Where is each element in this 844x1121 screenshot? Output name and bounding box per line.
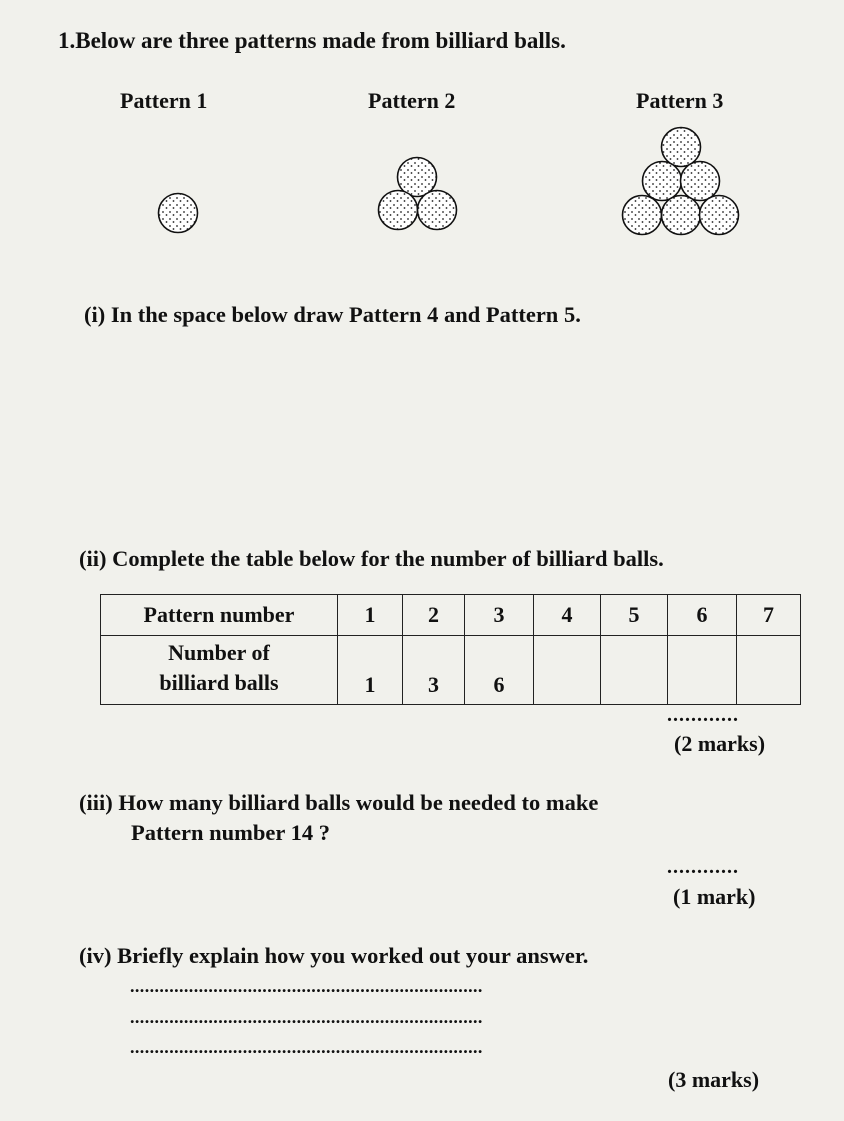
pattern-2-balls [379,158,457,230]
pattern-number-cell: 1 [338,595,403,636]
question-title: 1.Below are three patterns made from billiard balls. [58,28,566,53]
billiard-ball [418,191,457,230]
part-iii-text-line-2: Pattern number 14 ? [131,820,330,845]
part-iii-answer-line[interactable]: ............ [667,856,739,878]
part-iv-text: (iv) Briefly explain how you worked out your answer. [79,943,589,968]
row-header-line-2: billiard balls [159,670,279,695]
ball-count-input-cell[interactable] [534,636,601,705]
pattern-number-cell: 2 [403,595,465,636]
billiard-ball [700,196,739,235]
part-iv-answer-line-3[interactable]: ........................................................................ [130,1037,483,1057]
row-header-ball-count [101,636,338,705]
part-ii-marks: (2 marks) [674,731,766,756]
row-header-pattern-number: Pattern number [101,595,338,636]
pattern-1-balls [159,194,198,233]
pattern-number-cell: 3 [465,595,534,636]
billiard-ball [379,191,418,230]
drawing-space[interactable] [84,340,784,530]
ball-count-input-cell[interactable] [737,636,801,705]
pattern-3-label: Pattern 3 [636,88,724,113]
ball-count-input-cell[interactable] [601,636,668,705]
table-row-ball-count [101,636,801,705]
billiard-ball [681,162,720,201]
pattern-number-cell: 7 [737,595,801,636]
part-iv-marks: (3 marks) [668,1067,760,1092]
pattern-number-cell: 4 [534,595,601,636]
pattern-3-balls [623,128,739,235]
ball-count-cell: 6 [465,636,534,705]
part-ii-answer-line[interactable]: ............ [667,704,739,726]
part-iv-answer-line-2[interactable]: ........................................................................ [130,1007,483,1027]
row-header-line-1: Number of [168,640,270,665]
pattern-2-label: Pattern 2 [368,88,456,113]
pattern-number-cell: 5 [601,595,668,636]
pattern-number-cell: 6 [668,595,737,636]
ball-count-cell: 1 [338,636,403,705]
part-ii-text: (ii) Complete the table below for the number of billiard balls. [79,546,664,571]
part-iv-answer-line-1[interactable]: ........................................................................ [130,976,483,996]
billiard-ball [159,194,198,233]
ball-count-input-cell[interactable] [668,636,737,705]
pattern-1-label: Pattern 1 [120,88,208,113]
billiard-table [100,594,801,705]
ball-count-cell: 3 [403,636,465,705]
billiard-patterns-figure [0,0,844,260]
table-row-pattern-number [101,595,801,636]
part-i-text: (i) In the space below draw Pattern 4 and Pattern 5. [84,302,581,327]
billiard-ball [643,162,682,201]
part-iii-marks: (1 mark) [673,884,756,909]
billiard-ball [662,196,701,235]
billiard-ball [662,128,701,167]
part-iii-text-line-1: (iii) How many billiard balls would be needed to make [79,790,599,815]
billiard-ball [623,196,662,235]
